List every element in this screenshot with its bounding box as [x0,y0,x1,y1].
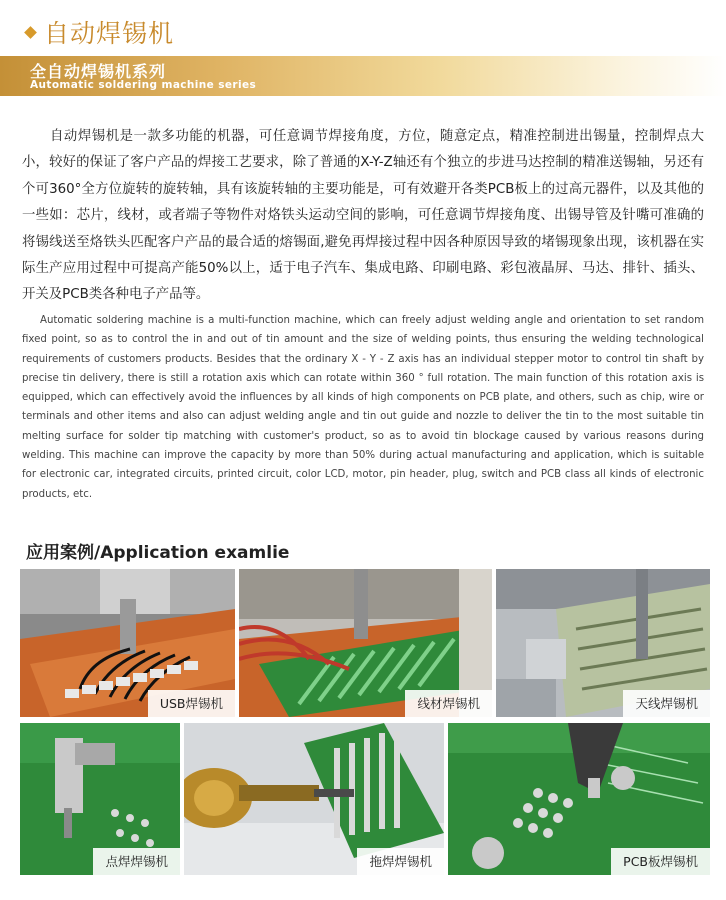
application-tile-wire [239,569,492,717]
tile-label-drag: 拖焊焊锡机 [357,848,444,875]
application-tile-pcb [448,723,710,875]
tile-label-pcb: PCB板焊锡机 [611,848,710,875]
banner-title-en: Automatic soldering machine series [30,79,257,91]
tile-label-wire: 线材焊锡机 [405,690,492,717]
diamond-bullet-icon [24,26,37,39]
tile-label-antenna: 天线焊锡机 [623,690,710,717]
application-tile-spot [20,723,180,875]
page-title [26,12,174,52]
application-tile-drag [184,723,444,875]
applications-heading: 应用案例/Application examlie [26,543,290,563]
description-en: Automatic soldering machine is a multi-function machine, which can freely adjust welding angle and orientation to set random fixed point, so as to control the in and out of tin amount and the size of welding points, thus ensuring the welding technological requirements of customers products. Besides that the ordinary X - Y - Z axis has an individual stepper motor to control tin shaft by precise tin delivery, there is still a rotation axis which can rotate within 360 ° full rotation. The main function of this rotation axis is equipped, which can effectively avoid the influences by all kinds of high components on PCB plate, and others, such as chip, wire or terminals and other items and also can adjust welding angle and tin out guide and nozzle to deliver the tin to the most suitable tin melting surface for solder tip matching with customer's product, so as to avoid tin blockage caused by various reasons during welding. This machine can improve the capacity by more than 50% during actual manufacturing and application, which is suitable for electronic car, integrated circuits, printed circuit, color LCD, motor, pin header, plug, switch and PCB class all kinds of electronic products, etc. [22,315,704,500]
tile-label-usb: USB焊锡机 [148,690,235,717]
description-cn: 自动焊锡机是一款多功能的机器，可任意调节焊接角度，方位，随意定点，精准控制进出锡量，控制焊点大小，较好的保证了客户产品的焊接工艺要求，除了普通的X-Y-Z轴还有个独立的步进马达控制的精准送锡轴，另还有个可360°全方位旋转的旋转轴，具有该旋转轴的主要功能是，可有效避开各类PCB板上的过高元器件，以及其他的一些如：芯片，线材，或者端子等物件对烙铁头运动空间的影响，可任意调节焊接角度、出锡导管及针嘴可准确的将锡线送至烙铁头匹配客户产品的最合适的熔锡面,避免再焊接过程中因各种原因导致的堵锡现象出现，该机器在实际生产应用过程中可提高产能50%以上，适于电子汽车、集成电路、印刷电路、彩包液晶屏、马达、排针、插头、开关及PCB类各种电子产品等。 [22,129,704,303]
page-title-text: 自动焊锡机 [44,19,175,48]
section-banner [0,56,726,96]
banner-title-cn: 全自动焊锡机系列 [30,62,167,81]
application-tile-antenna [496,569,710,717]
tile-label-spot: 点焊焊锡机 [93,848,180,875]
application-tile-usb [20,569,235,717]
